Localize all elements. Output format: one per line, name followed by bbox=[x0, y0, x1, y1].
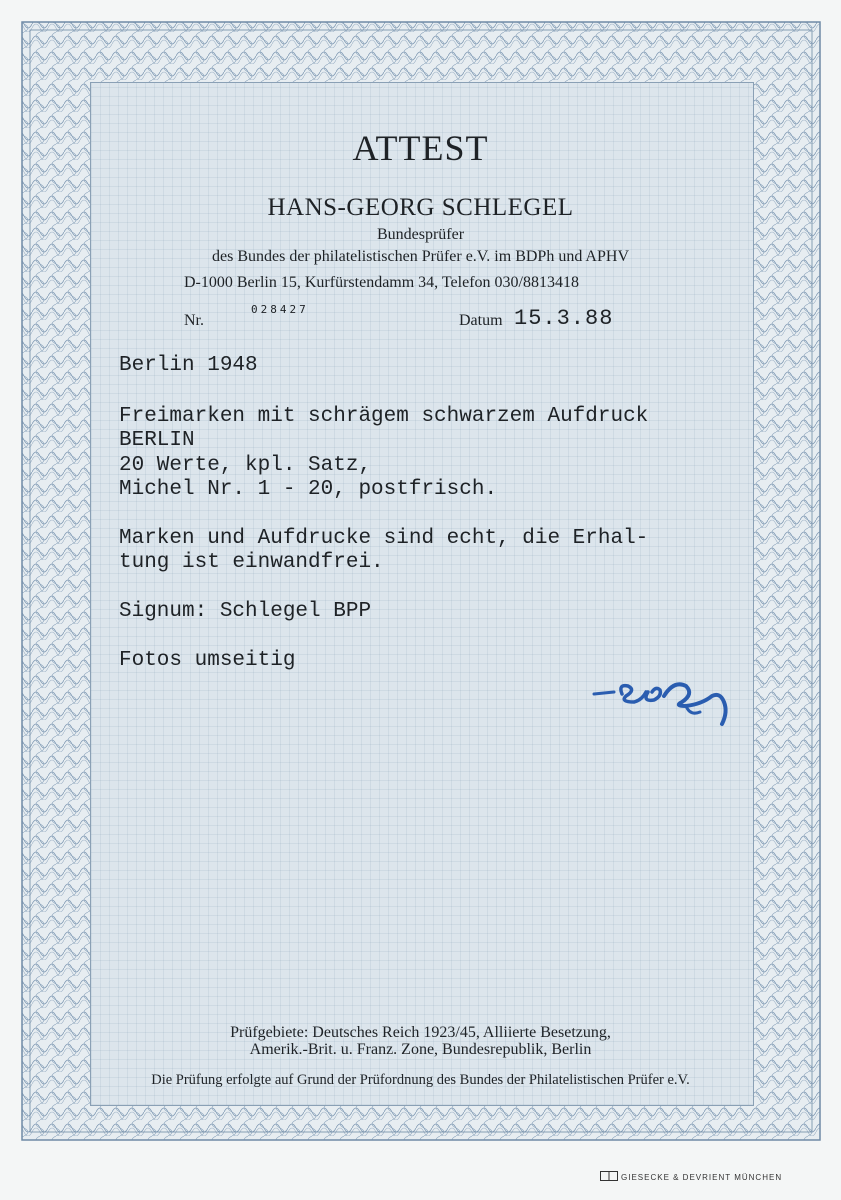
examiner-name: HANS-GEORG SCHLEGEL bbox=[267, 194, 574, 221]
handwritten-signature bbox=[590, 672, 740, 736]
verdict-line-cont: tung ist einwandfrei. bbox=[119, 551, 384, 574]
examiner-address: D-1000 Berlin 15, Kurfürstendamm 34, Telefon 030/8813418 bbox=[184, 274, 579, 291]
certificate-number: 028427 bbox=[251, 303, 309, 316]
examiner-role: Bundesprüfer bbox=[376, 226, 465, 243]
photos-line: Fotos umseitig bbox=[119, 649, 296, 672]
certificate-title: ATTEST bbox=[352, 128, 489, 168]
set-line: 20 Werte, kpl. Satz, bbox=[119, 454, 372, 477]
printer-imprint: GIESECKE & DEVRIENT MÜNCHEN bbox=[621, 1173, 783, 1182]
description-line: Freimarken mit schrägem schwarzem Aufdruck bbox=[119, 405, 649, 428]
date-label: Datum bbox=[459, 312, 503, 329]
issue-line: Berlin 1948 bbox=[119, 354, 258, 377]
verdict-line: Marken und Aufdrucke sind echt, die Erhal- bbox=[119, 527, 649, 550]
footer-regulation: Die Prüfung erfolgte auf Grund der Prüfordnung des Bundes der Philatelistischen Prüfer e.V. bbox=[151, 1072, 690, 1088]
footer-scope-line1: Prüfgebiete: Deutsches Reich 1923/45, Alliierte Besetzung, bbox=[230, 1024, 611, 1041]
catalog-line: Michel Nr. 1 - 20, postfrisch. bbox=[119, 478, 498, 501]
examiner-organization: des Bundes der philatelistischen Prüfer e.V. im BDPh und APHV bbox=[211, 248, 629, 265]
footer-scope-line2: Amerik.-Brit. u. Franz. Zone, Bundesrepublik, Berlin bbox=[249, 1041, 592, 1058]
signum-line: Signum: Schlegel BPP bbox=[119, 600, 372, 623]
overprint-line: BERLIN bbox=[119, 429, 195, 452]
printer-logo-icon bbox=[600, 1171, 618, 1181]
date-value: 15.3.88 bbox=[514, 306, 614, 331]
certificate-number-label: Nr. bbox=[184, 312, 204, 329]
